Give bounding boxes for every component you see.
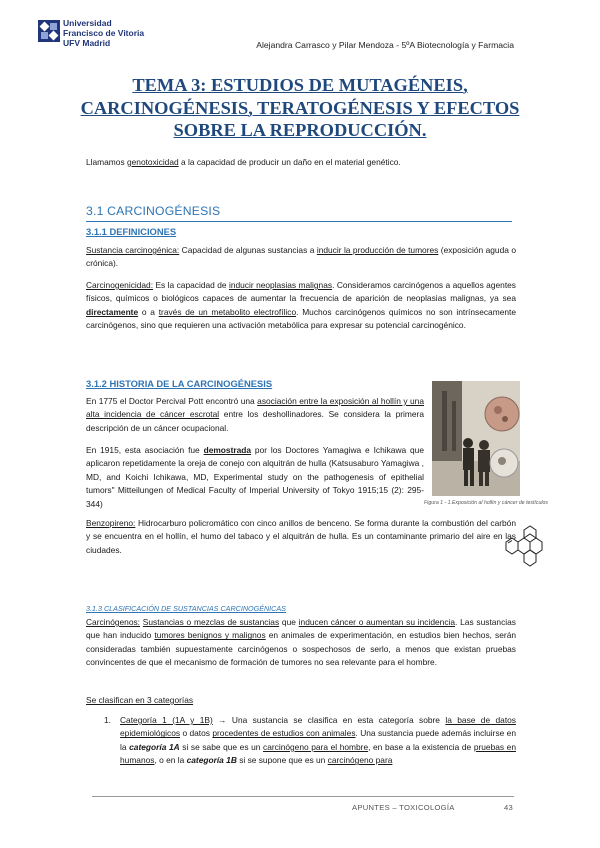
term-benzopireno: Benzopireno: xyxy=(86,518,136,528)
title-line-1: TEMA 3: ESTUDIOS DE MUTAGÉNEIS, xyxy=(132,75,468,95)
text: que xyxy=(279,617,299,627)
page-title xyxy=(80,74,520,142)
text: en animales de experimentación, en estudios bien hechos, serán consideradas también supuestamente carcinógenos o sospechosos de serlo, a menos que existan pruebas convincentes de que el mecanismo de formación de tumores no sea relevante para el hombre. xyxy=(86,630,517,668)
text: o datos xyxy=(180,728,213,739)
underline-text: inducen cáncer o aumentan su incidencia xyxy=(298,617,456,627)
title-line-2: CARCINOGÉNESIS, TERATOGÉNESIS Y EFECTOS xyxy=(80,97,520,118)
text: por los Doctores Yamagiwa e Ichikawa que aplicaron repetidamente la oreja de conejo con alquitrán de hulla (Katsusaburo Yamagiwa , MD, and Koichi Ichikawa, MD, Experimental study on the pathogenesis of epithelial tumors" Mitteilungen of Medical Faculty of Imperial University of Tokyo 1915;15 (2): 295-344) xyxy=(86,445,424,509)
text: En 1915, esta asociación fue xyxy=(86,445,204,455)
footer-label: APUNTES – TOXICOLOGÍA xyxy=(352,803,455,812)
historia-paragraph-3 xyxy=(86,517,516,557)
text: (exposición aguda o crónica). xyxy=(86,245,516,269)
intro-term: genotoxicidad xyxy=(126,157,179,167)
intro-paragraph xyxy=(86,156,516,169)
benzopyrene-molecule-icon xyxy=(498,524,554,572)
figure-caption: Figura 1 - 1.Exposición al hollín y cáncer de testículos xyxy=(424,500,548,506)
intro-text-end: a la capacidad de producir un daño en el material genético. xyxy=(178,157,401,167)
footer-rule xyxy=(92,796,514,797)
underline-text: la base de datos epidemiológicos xyxy=(120,715,516,739)
underline-text: carcinógeno para xyxy=(327,755,393,766)
underline-text: pruebas en humanos xyxy=(120,741,516,766)
section-heading: 3.1 CARCINOGÉNESIS xyxy=(86,204,221,218)
underline-text: asociación entre la exposición al hollín y una alta incidencia de cáncer escrotal xyxy=(86,396,424,420)
clasificacion-heading: 3.1.3 CLASIFICACIÓN DE SUSTANCIAS CARCINOGÉNICAS xyxy=(86,604,286,613)
underline-text: carcinógeno para el hombre xyxy=(263,741,369,752)
text: entre los deshollinadores. Se considera la primera descripción de un cáncer ocupacional. xyxy=(86,409,424,433)
categoria-1b: categoría 1B xyxy=(186,755,237,766)
section-rule xyxy=(86,221,512,222)
historia-heading: 3.1.2 HISTORIA DE LA CARCINOGÉNESIS xyxy=(86,378,273,389)
term-sustancia: Sustancia carcinogénica: xyxy=(86,245,180,255)
historia-paragraph-2 xyxy=(86,444,424,511)
text: . Las sustancias que han inducido xyxy=(86,617,516,641)
text: . Muchos carcinógenos químicos no son intrínsecamente carcinógenos, sino que requieren una activación metabólica para expresar su potencial carcinogénico. xyxy=(86,306,516,331)
term-carcinogenicidad: Carcinogenicidad: xyxy=(86,280,154,290)
text: Capacidad de algunas sustancias a xyxy=(179,245,317,255)
underline-text: tumores benignos y malignos xyxy=(154,630,266,641)
categoria-1a: categoría 1A xyxy=(129,741,180,752)
clasifican-heading: Se clasifican en 3 categorías xyxy=(86,695,194,705)
photo-illustration xyxy=(432,381,520,496)
underline-text: Sustancias o mezclas de sustancias xyxy=(142,617,280,627)
definicion-sustancia xyxy=(86,244,516,271)
header-authors: Alejandra Carrasco y Pilar Mendoza - 5ºA Biotecnología y Farmacia xyxy=(256,40,514,50)
ufv-emblem-icon xyxy=(38,20,60,42)
text: Hidrocarburo policromático con cinco anillos de benceno. Se forma durante la combustión del carbón y se encuentra en el hollín, el humo del tabaco y el alquitrán de hulla. Es un contaminante primario del aire en las ciudades. xyxy=(86,518,516,555)
definiciones-heading: 3.1.1 DEFINICIONES xyxy=(86,226,177,237)
underline-text: procedentes de estudios con animales xyxy=(212,728,356,739)
carcinogenos-paragraph xyxy=(86,616,516,670)
text: si se sabe que es un xyxy=(179,741,264,752)
text: . Una sustancia puede además incluirse en la xyxy=(120,728,516,752)
bold-text: directamente xyxy=(86,306,139,317)
benzopyrene-structure xyxy=(498,524,554,572)
text: . Consideramos carcinógenos a aquellos agentes físicos, químicos o biológicos capaces de aumentar la frecuencia de aparición de neoplasias malignas, ya sea xyxy=(86,280,516,304)
text: si se supone que es un xyxy=(236,755,328,766)
logo-line-3: UFV Madrid xyxy=(63,38,111,48)
text: o a xyxy=(138,306,159,317)
intro-text: Llamamos xyxy=(86,157,127,167)
bold-text: demostrada xyxy=(203,445,252,455)
categoria-1-item xyxy=(120,714,516,768)
text: → Una sustancia se clasifica en esta categoría sobre xyxy=(212,715,446,725)
text: Es la capacidad de xyxy=(153,280,229,290)
title-line-3: SOBRE LA REPRODUCCIÓN. xyxy=(173,120,427,140)
text: , en base a la existencia de xyxy=(368,741,474,752)
university-logo xyxy=(38,18,148,58)
text: , o en la xyxy=(154,755,187,766)
term-carcinogenos: Carcinógenos: xyxy=(86,617,141,627)
categoria-1-label: Categoría 1 (1A y 1B) xyxy=(120,715,213,725)
logo-line-1: Universidad xyxy=(63,18,112,28)
logo-line-2: Francisco de Vitoria xyxy=(63,28,145,38)
definicion-carcinogenicidad xyxy=(86,279,516,333)
historia-paragraph-1 xyxy=(86,395,424,435)
underline-text: inducir neoplasias malignas xyxy=(228,280,333,290)
underline-text: través de un metabolito electrofílico xyxy=(158,306,297,317)
underline-text: inducir la producción de tumores xyxy=(316,245,439,255)
text: En 1775 el Doctor Percival Pott encontró una xyxy=(86,396,258,406)
page-number: 43 xyxy=(504,803,514,812)
list-number-1: 1. xyxy=(104,715,111,725)
chimney-sweeps-photo xyxy=(432,381,520,496)
